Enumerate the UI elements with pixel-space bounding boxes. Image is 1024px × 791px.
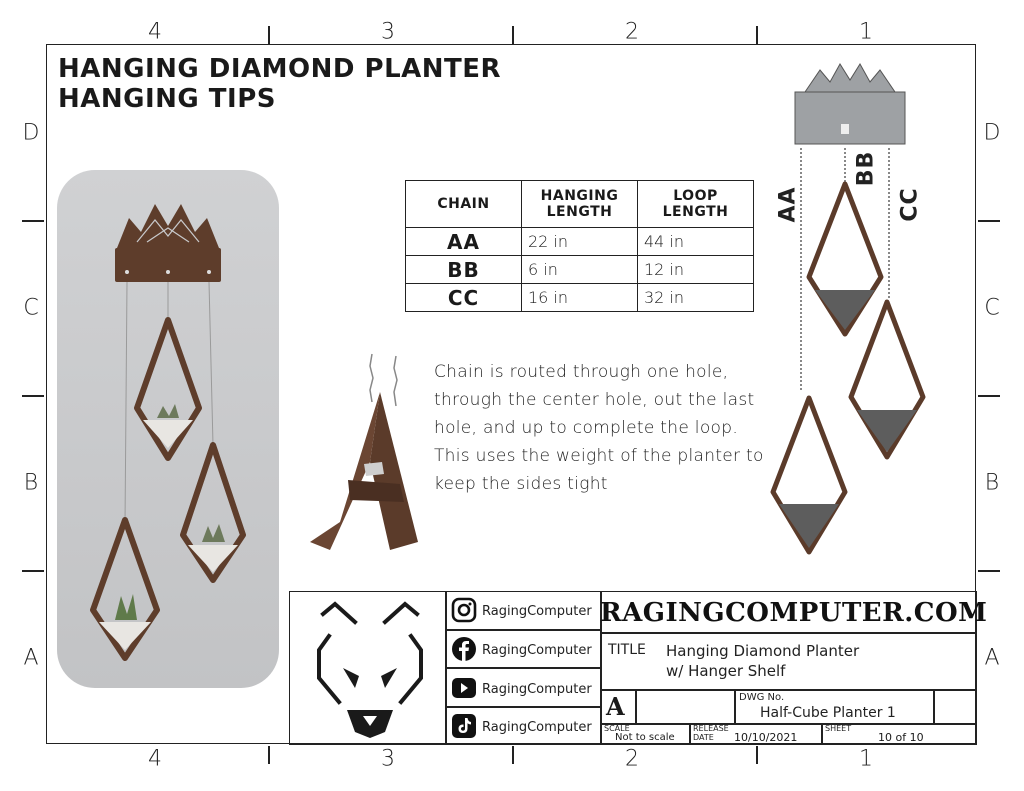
- divider: [933, 689, 935, 723]
- social-handle[interactable]: RagingComputer: [482, 720, 592, 735]
- zone-tick: [22, 395, 44, 397]
- table-header-row: [406, 181, 754, 228]
- zone-col-bottom: 2: [625, 746, 639, 772]
- youtube-icon: [451, 676, 477, 700]
- hanging-length: 22 in: [522, 228, 638, 256]
- loop-length: 32 in: [638, 284, 754, 312]
- chain-code: AA: [406, 228, 522, 256]
- chain-label-bb: BB: [853, 150, 879, 187]
- zone-row-left: B: [23, 470, 39, 496]
- instagram-icon: [451, 597, 477, 623]
- chain-code: BB: [406, 256, 522, 284]
- website-name[interactable]: RAGINGCOMPUTER.COM: [600, 598, 988, 628]
- routing-description: Chain is routed through one hole, through the center hole, out the last hole, and up to complete the loop. This uses the weight of the planter to keep the sides tight: [434, 362, 764, 494]
- divider: [445, 706, 600, 708]
- social-handle[interactable]: RagingComputer: [482, 604, 592, 619]
- planter-photo-illustration: [57, 170, 279, 688]
- zone-col-bottom: 1: [859, 746, 873, 772]
- hanging-dimension-diagram: [765, 62, 935, 592]
- zone-row-left: A: [23, 645, 39, 671]
- zone-tick: [756, 746, 758, 764]
- zone-tick: [268, 26, 270, 44]
- title-label: TITLE: [608, 642, 646, 658]
- dwg-value: Half-Cube Planter 1: [760, 705, 896, 721]
- hanging-length: 6 in: [522, 256, 638, 284]
- loop-length: 12 in: [638, 256, 754, 284]
- table-row: [406, 284, 754, 312]
- zone-row-left: D: [22, 120, 40, 146]
- social-handle[interactable]: RagingComputer: [482, 682, 592, 697]
- table-row: [406, 256, 754, 284]
- zone-col-bottom: 4: [148, 746, 162, 772]
- table-row: [406, 228, 754, 256]
- zone-tick: [512, 26, 514, 44]
- sheet-size: A: [606, 692, 625, 721]
- zone-row-right: C: [984, 295, 1000, 321]
- zone-col-top: 2: [625, 19, 639, 45]
- zone-col-top: 3: [381, 19, 395, 45]
- zone-row-right: A: [984, 645, 1000, 671]
- title-line-2: HANGING TIPS: [58, 84, 276, 114]
- divider: [600, 689, 977, 691]
- loop-length: 44 in: [638, 228, 754, 256]
- sheet-label: SHEET: [825, 724, 852, 733]
- scale-value: Not to scale: [615, 732, 675, 743]
- chain-length-table: [405, 180, 754, 312]
- zone-row-left: C: [23, 295, 39, 321]
- title-line-1: HANGING DIAMOND PLANTER: [58, 54, 502, 84]
- sheet-value: 10 of 10: [878, 731, 924, 744]
- product-photo: [57, 170, 279, 688]
- divider: [734, 689, 736, 723]
- zone-row-right: D: [983, 120, 1001, 146]
- release-date-label: DATE: [693, 733, 714, 742]
- chain-code: CC: [406, 284, 522, 312]
- social-handle[interactable]: RagingComputer: [482, 643, 592, 658]
- divider: [689, 723, 691, 745]
- chain-label-cc: CC: [897, 187, 923, 222]
- page-title: [58, 54, 501, 114]
- chain-label-aa: AA: [775, 186, 801, 223]
- dwg-label: DWG No.: [739, 692, 785, 703]
- release-label: RELEASE: [693, 724, 729, 733]
- zone-tick: [22, 570, 44, 572]
- title-line-1-value: Hanging Diamond Planter: [666, 642, 860, 660]
- zone-tick: [978, 395, 1000, 397]
- divider: [600, 632, 977, 634]
- title-line-2-value: w/ Hanger Shelf: [666, 662, 786, 680]
- wolf-logo-icon: [315, 598, 425, 740]
- zone-row-right: B: [984, 470, 1000, 496]
- zone-col-top: 4: [148, 19, 162, 45]
- column-header: HANGING LENGTH: [522, 181, 638, 228]
- zone-tick: [512, 746, 514, 764]
- scale-label: SCALE: [604, 724, 630, 733]
- zone-col-top: 1: [859, 19, 873, 45]
- column-header: LOOP LENGTH: [638, 181, 754, 228]
- zone-tick: [978, 220, 1000, 222]
- chain-routing-detail-illustration: [300, 352, 425, 557]
- divider: [600, 723, 977, 725]
- zone-tick: [268, 746, 270, 764]
- zone-tick: [978, 570, 1000, 572]
- facebook-icon: [451, 636, 477, 662]
- divider: [445, 629, 600, 631]
- zone-tick: [756, 26, 758, 44]
- divider: [821, 723, 823, 745]
- divider: [635, 689, 637, 723]
- zone-tick: [22, 220, 44, 222]
- hanging-length: 16 in: [522, 284, 638, 312]
- tiktok-icon: [451, 713, 477, 739]
- release-date-value: 10/10/2021: [734, 731, 798, 744]
- zone-col-bottom: 3: [381, 746, 395, 772]
- column-header: CHAIN: [406, 181, 522, 228]
- divider: [445, 667, 600, 669]
